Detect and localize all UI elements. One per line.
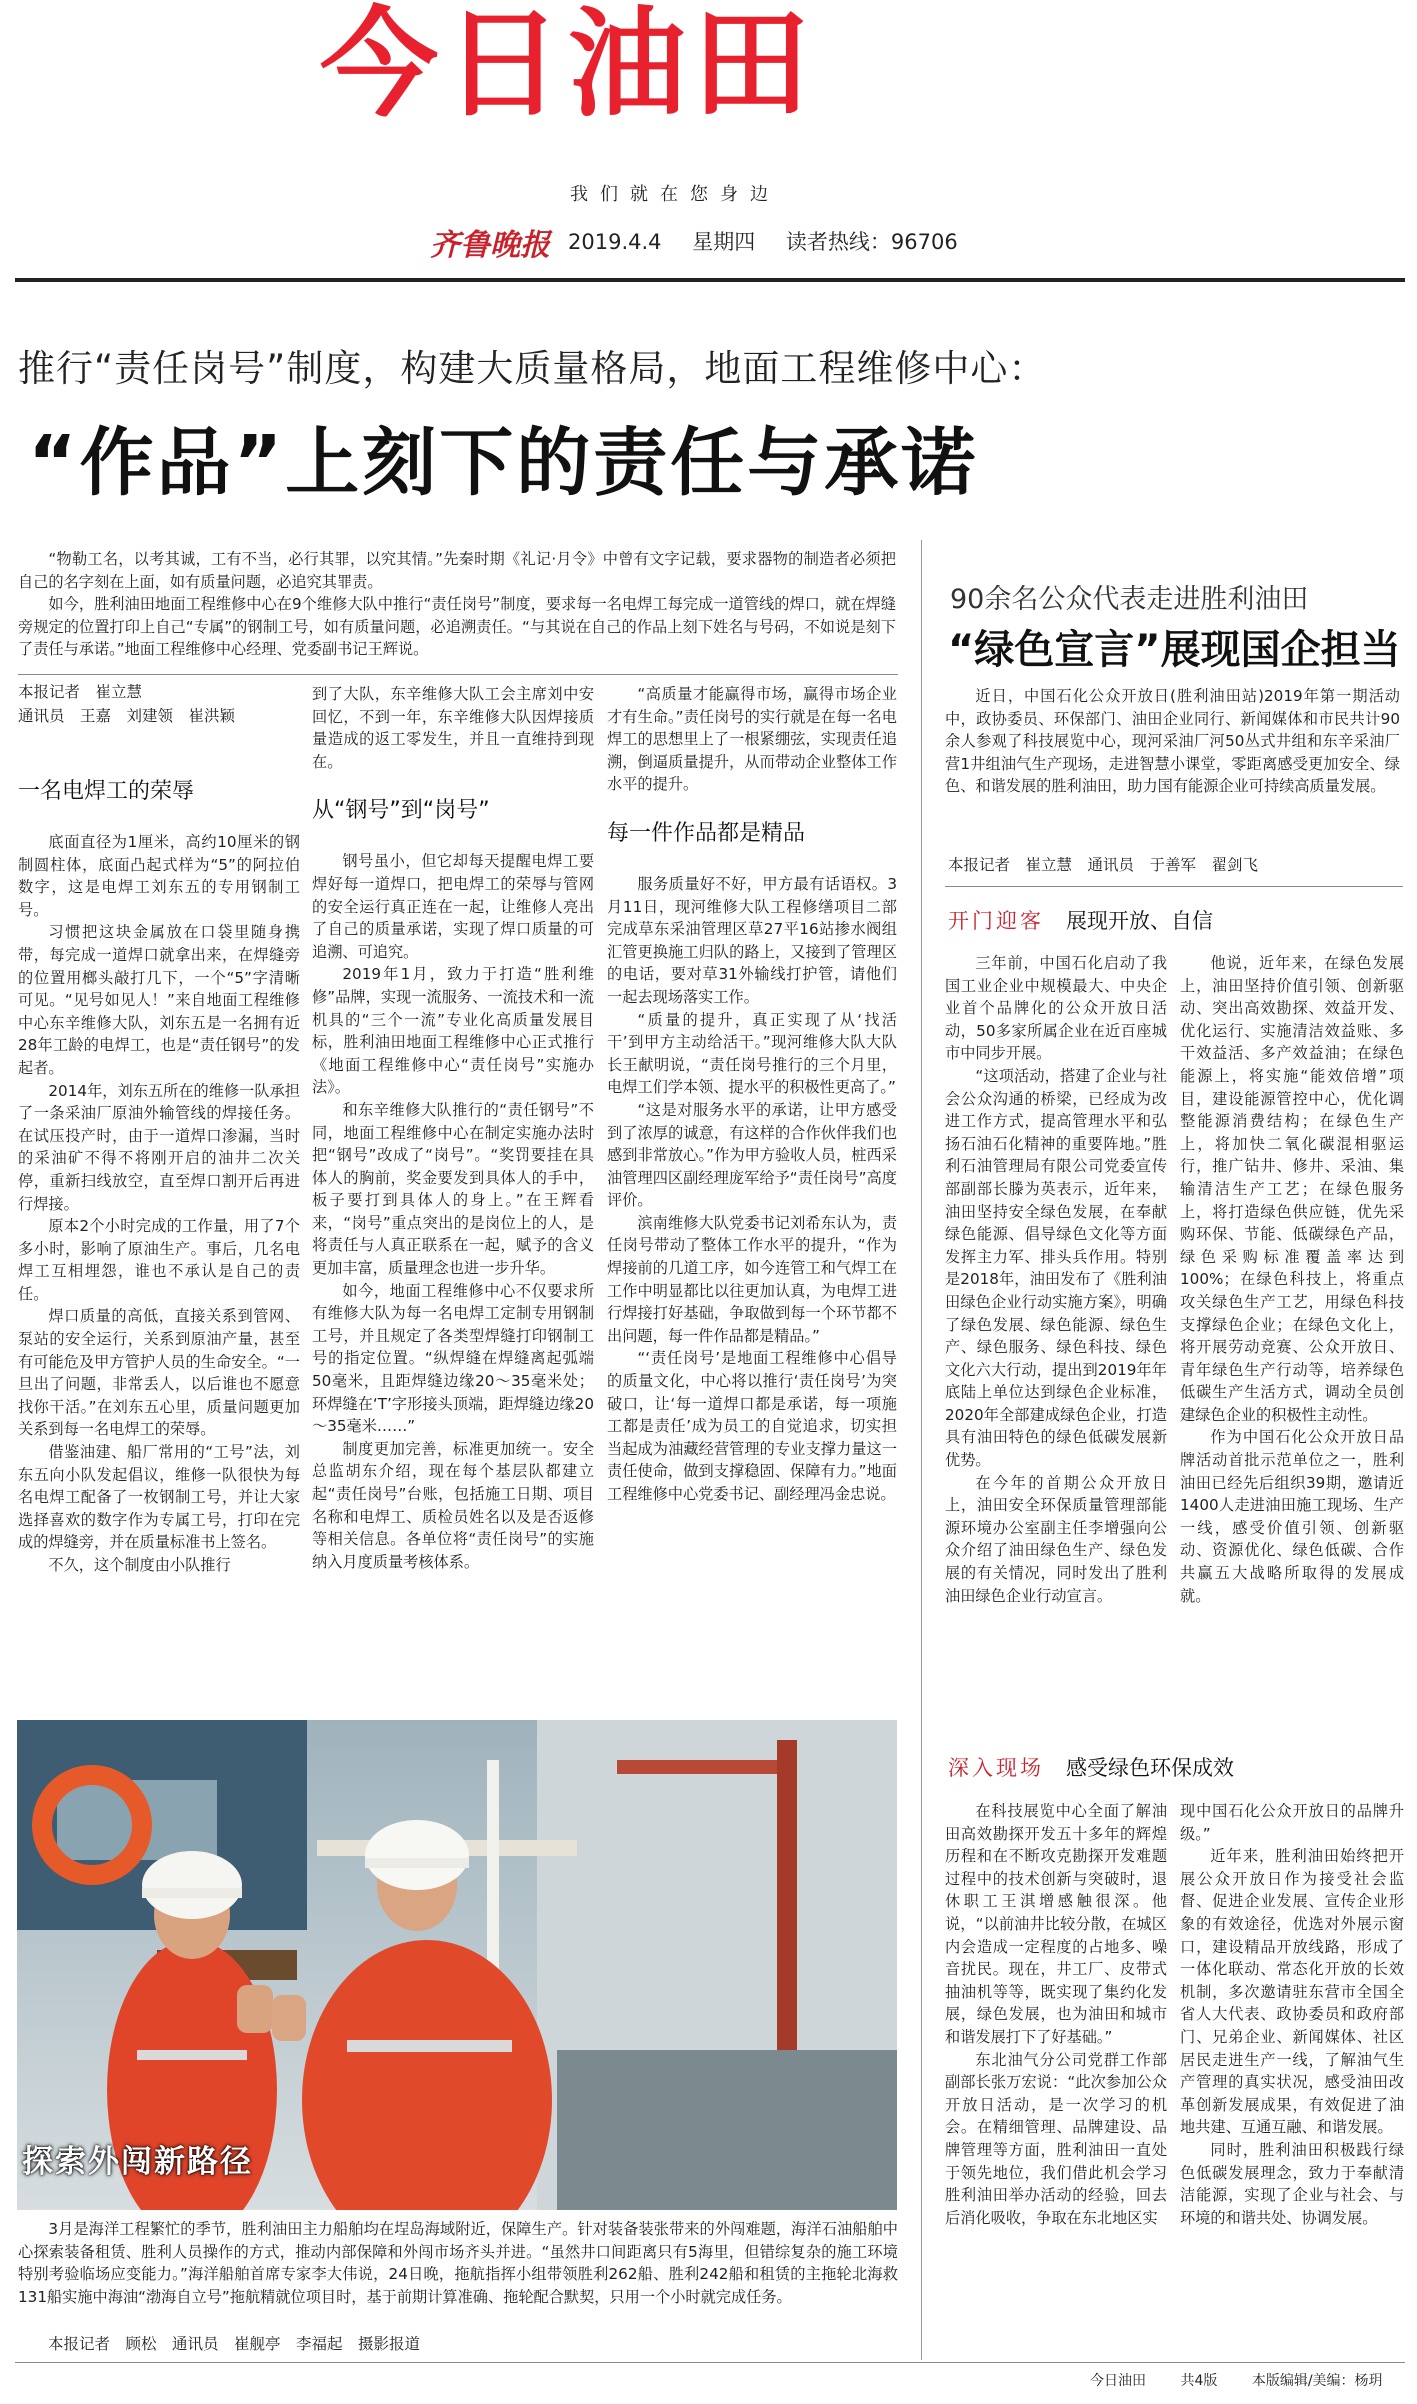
body-paragraph: “‘责任岗号’是地面工程维修中心倡导的质量文化，中心将以推行‘责任岗号’为突破口，让‘每一道焊口都是承诺，每一项施工都是责任’成为员工的自觉追求，切实担当起成为油藏经营管理的专业支撑力量这一责任使命，做到支撑稳固、保障有力。”地面工程维修中心党委书记、副经理冯金忠说。	[607, 1349, 897, 1503]
side-byline-divider	[945, 886, 1403, 887]
footer-divider	[15, 2362, 1405, 2363]
column-divider	[921, 540, 922, 2360]
page-footer	[1090, 2370, 1413, 2390]
lead-paragraph: “物勒工名，以考其诚，工有不当，必行其罪，以究其情。”先秦时期《礼记·月令》中曾有文字记载，要求器物的制造者必须把自己的名字刻在上面，如有质量问题，必追究其罪责。	[18, 550, 896, 591]
body-paragraph: “这是对服务水平的承诺，让甲方感受到了浓厚的诚意，有这样的合作伙伴我们也感到非常放心。”作为甲方验收人员，桩西采油管理四区副经理庞军给予“责任岗号”高度评价。	[607, 1100, 897, 1210]
body-paragraph: 不久，这个制度由小队推行	[48, 1556, 231, 1574]
body-paragraph: 作为中国石化公众开放日品牌活动首批示范单位之一，胜利油田已经先后组织39期，邀请近1400人走进油田施工现场、生产一线，感受价值引领、创新驱动、资源优化、绿色低碳、合作共赢五大战略所取得的发展成就。	[1180, 1428, 1404, 1605]
photo-caption-text: 3月是海洋工程繁忙的季节，胜利油田主力船舶均在埕岛海域附近，保障生产。针对装备装张带来的外闯难题，海洋石油船舶中心探索装备租赁、胜利人员操作的方式，推动内部保障和外闯市场齐头并进。“虽然井口间距离只有5海里，但错综复杂的施工环境特别考验临场应变能力。”海洋船舶首席专家李大伟说，24日晚，拖航指挥小组带领胜利262船、胜利242船和租赁的主拖轮北海救131船实施中海油“渤海自立号”拖航精就位项目时，基于前期计算准确、拖轮配合默契，只用一个小时就完成任务。	[18, 2220, 898, 2306]
subhead-steel-to-post: 从“钢号”到“岗号”	[312, 798, 490, 824]
lead-paragraph: 如今，胜利油田地面工程维修中心在9个维修大队中推行“责任岗号”制度，要求每一名电焊工每完成一道管线的焊口，就在焊缝旁规定的位置打印上自己“专属”的钢制工号，如有质量问题，必追溯责任。“与其说在自己的作品上刻下姓名与号码，不如说是刻下了责任与承诺。”地面工程维修中心经理、党委副书记王辉说。	[18, 595, 896, 659]
side-column-c	[945, 1800, 1167, 2229]
article-kicker: 推行“责任岗号”制度，构建大质量格局，地面工程维修中心：	[18, 347, 1047, 390]
body-paragraph: 东北油气分公司党群工作部副部长张万宏说：“此次参加公众开放日活动，是一次学习的机会。在精细管理、品牌建设、品牌管理等方面，胜利油田一直处于领先地位，我们借此机会学习胜利油田举办活动的经验，回去后消化吸收，争取在东北地区实	[945, 2050, 1167, 2227]
reader-hotline: 读者热线：96706	[785, 230, 958, 254]
masthead-paper-name: 齐鲁晚报	[430, 228, 550, 263]
section-tag: 深入现场	[948, 1756, 1044, 1780]
column-2-body	[312, 850, 594, 1573]
body-paragraph: 到了大队，东辛维修大队工会主席刘中安回忆，不到一年，东辛维修大队因焊接质量造成的返工零发生，并且一直维持到现在。	[312, 685, 594, 771]
body-paragraph: 他说，近年来，在绿色发展上，油田坚持价值引领、创新驱动、突出高效勘探、效益开发、优化运行、实施清洁效益账、多干效益活、多产效益油；在绿色能源上，将实施“能效倍增”项目，建设能源管控中心，优化调整能源消费结构；在绿色生产上，将加快二氧化碳混相驱运行，推广钻井、修井、采油、集输清洁生产工艺；在绿色服务上，将打造绿色供应链，优先采购环保、节能、低碳绿色产品，绿色采购标准覆盖率达到100%；在绿色科技上，将重点攻关绿色生产工艺，用绿色科技支撑绿色企业；在绿色文化上，将开展劳动竞赛、公众开放日、青年绿色生产行动等，培养绿色低碳生产生活方式，调动全员创建绿色企业的积极性主动性。	[1180, 954, 1404, 1424]
issue-weekday: 星期四	[692, 230, 756, 254]
body-paragraph: 近年来，胜利油田始终把开展公众开放日作为接受社会监督、促进企业发展、宣传企业形象的有效途径，优选对外展示窗口，建设精品开放线路，形成了一体化联动、常态化开放的长效机制，多次邀请驻东营市全国全省人大代表、政协委员和政府部门、兄弟企业、新闻媒体、社区居民走进生产一线，了解油气生产管理的真实状况，感受油田改革创新发展成果，有效促进了油地共建、互通互融、和谐发展。	[1180, 1847, 1404, 2137]
section-open-door	[948, 905, 1213, 935]
body-paragraph: 服务质量好不好，甲方最有话语权。3月11日，现河维修大队工程修缮项目二部完成草东采油管理区草27平16站掺水阀组汇管更换施工归队的路上，又接到了管理区的电话，要对草31外输线打护管，请他们一起去现场落实工作。	[607, 874, 897, 1006]
body-paragraph: 借鉴油建、船厂常用的“工号”法，刘东五向小队发起倡议，维修一队很快为每名电焊工配备了一枚钢制工号，并让大家选择喜欢的数字作为专属工号，打印在完成的焊缝旁，并在质量标准书上签名。	[18, 1443, 300, 1552]
body-paragraph: 和东辛维修大队推行的“责任钢号”不同，地面工程维修中心在制定实施办法时把“钢号”改成了“岗号”。“奖罚要挂在具体人的胸前，奖金要发到具体人的手中，板子要打到具体人的身上。”在王辉看来，“岗号”重点突出的是岗位上的人，是将责任与人真正联系在一起，赋予的含义更加丰富，质量理念也进一步升华。	[312, 1100, 594, 1278]
body-paragraph: “高质量才能赢得市场，赢得市场企业才有生命。”责任岗号的实行就是在每一名电焊工的思想里上了一根紧绷弦，实现责任追溯，倒逼质量提升，从而带动企业整体工作水平的提升。	[607, 685, 897, 794]
body-paragraph: “质量的提升，真正实现了从‘找活干’到甲方主动给活干。”现河维修大队大队长王献明说，“责任岗号推行的三个月里，电焊工们学本领、提水平的积极性更高了。”	[607, 1010, 897, 1097]
body-paragraph: 如今，地面工程维修中心不仅要求所有维修大队为每一名电焊工定制专用钢制工号，并且规定了各类型焊缝打印钢制工号的指定位置。“纵焊缝在焊缝离起弧端50毫米，且距焊缝边缘20～35毫米处；环焊缝在‘T’字形接头顶端，距焊缝边缘20～35毫米……”	[312, 1281, 594, 1436]
footer-page-count: 共4版	[1180, 2373, 1218, 2389]
body-paragraph: “这项活动，搭建了企业与社会公众沟通的桥梁，已经成为改进工作方式，提高管理水平和弘扬石油石化精神的重要阵地。”胜利石油管理局有限公司党委宣传部副部长滕为英表示，近年来，油田坚持安全绿色发展，在奉献绿色能源、倡导绿色文化等方面发挥主力军、排头兵作用。特别是2018年，油田发布了《胜利油田绿色企业行动实施方案》，明确了绿色发展、绿色能源、绿色生产、绿色服务、绿色科技、绿色文化六大行动，提出到2019年年底陆上单位达到绿色企业标准，2020年全部建成绿色企业，打造具有油田特色的绿色低碳发展新优势。	[945, 1066, 1167, 1470]
column-2-top	[312, 683, 594, 773]
side-column-a	[945, 952, 1167, 1607]
side-article-headline: “绿色宣言”展现国企担当	[948, 627, 1401, 673]
masthead-title: 今日油田	[320, 0, 817, 133]
body-paragraph: 焊口质量的高低，直接关系到管网、泵站的安全运行，关系到原油产量，甚至有可能危及甲方管护人员的生命安全。“一旦出了问题，非常丢人，以后谁也不愿意找你干活。”在刘东五心里，质量问题更加关系到每一名电焊工的荣辱。	[18, 1307, 300, 1439]
section-title: 展现开放、自信	[1066, 909, 1213, 933]
section-on-site	[948, 1752, 1234, 1782]
masthead-info	[568, 226, 976, 256]
subhead-welder-honor: 一名电焊工的荣辱	[18, 779, 195, 804]
body-paragraph: 在今年的首期公众开放日上，油田安全环保质量管理部能源环境办公室副主任李增强向公众介绍了油田绿色生产、绿色发展的有关情况，同时发出了胜利油田绿色企业行动宣言。	[945, 1473, 1167, 1605]
article-lead	[18, 548, 896, 661]
photo-caption-title: 探索外闯新路径	[22, 2144, 253, 2180]
body-paragraph: 滨南维修大队党委书记刘希东认为，责任岗号带动了整体工作水平的提升，“作为焊接前的几道工序，如今连管工和气焊工在工作中明显都比以往更加认真，为电焊工进行焊接打好基础，争取做到每一个环节都不出问题，每一件作品都是精品。”	[607, 1213, 897, 1345]
body-paragraph: 2019年1月，致力于打造“胜利维修”品牌，实现一流服务、一流技术和一流机具的“三个一流”专业化高质量发展目标，胜利油田地面工程维修中心正式推行《地面工程维修中心“责任岗号”实施办法》。	[312, 965, 594, 1097]
footer-editor: 本版编辑/美编：杨玥	[1251, 2373, 1383, 2389]
column-3-top	[607, 683, 897, 796]
column-3-body	[607, 873, 897, 1506]
column-1-body	[18, 831, 300, 1577]
body-paragraph: 原本2个小时完成的工作量，用了7个多小时，影响了原油生产。事后，几名电焊工互相埋怨，谁也不承认是自己的责任。	[18, 1217, 300, 1303]
issue-date: 2019.4.4	[568, 230, 662, 254]
side-column-b	[1180, 952, 1404, 1607]
body-paragraph: 钢号虽小，但它却每天提醒电焊工要焊好每一道焊口，把电焊工的荣辱与管网的安全运行真正连在一起，让维修人亮出了自己的质量承诺，实现了焊口质量的可追溯、可追究。	[312, 852, 594, 961]
side-column-d	[1180, 1800, 1404, 2229]
photo-byline: 本报记者 顾松 通讯员 崔舰亭 李福起 摄影报道	[48, 2335, 421, 2353]
side-article-kicker: 90余名公众代表走进胜利油田	[950, 584, 1309, 615]
masthead-divider	[15, 278, 1405, 282]
column-3	[607, 683, 897, 1506]
body-paragraph: 在科技展览中心全面了解油田高效勘探开发五十多年的辉煌历程和在不断攻克勘探开发难题过程中的技术创新与突破时，退休职工王淇增感触很深。他说，“以前油井比较分散，在城区内会造成一定程度的占地多、噪音扰民。现在，井工厂、皮带式抽油机等等，既实现了集约化发展，绿色发展，也为油田和城市和谐发展打下了好基础。”	[945, 1802, 1167, 2046]
side-article-lead: 近日，中国石化公众开放日(胜利油田站)2019年第一期活动中，政协委员、环保部门、油田企业同行、新闻媒体和市民共计90余人参观了科技展览中心，现河采油厂河50丛式井组和东辛采油厂营1井组油气生产现场，走进智慧小课堂，零距离感受更加安全、绿色、和谐发展的胜利油田，助力国有能源企业可持续高质量发展。	[945, 687, 1400, 796]
side-article-byline: 本报记者 崔立慧 通讯员 于善军 翟剑飞	[948, 856, 1259, 874]
masthead-slogan: 我们就在您身边	[570, 184, 780, 205]
byline-reporter: 本报记者 崔立慧	[18, 683, 143, 701]
column-2	[312, 683, 594, 1573]
byline-correspondents: 通讯员 王嘉 刘建领 崔洪颖	[18, 707, 236, 725]
subhead-every-work: 每一件作品都是精品	[607, 820, 806, 846]
section-tag: 开门迎客	[948, 909, 1044, 933]
footer-section-name: 今日油田	[1090, 2373, 1146, 2389]
lead-divider	[18, 674, 898, 675]
photo-caption	[18, 2218, 898, 2308]
body-paragraph: 2014年，刘东五所在的维修一队承担了一条采油厂原油外输管线的焊接任务。在试压投产时，由于一道焊口渗漏，当时的采油矿不得不将刚开启的油井二次关停，重新扫线放空，直至焊口割开后再进行焊接。	[18, 1081, 300, 1213]
article-headline: “作品”上刻下的责任与承诺	[28, 420, 979, 506]
section-title: 感受绿色环保成效	[1066, 1756, 1234, 1780]
body-paragraph: 制度更加完善，标准更加统一。安全总监胡东介绍，现在每个基层队都建立起“责任岗号”台账，包括施工日期、项目名称和电焊工、质检员姓名以及是否返修等相关信息。各单位将“责任岗号”的实施纳入月度质量考核体系。	[312, 1439, 594, 1571]
body-paragraph: 习惯把这块金属放在口袋里随身携带，每完成一道焊口就拿出来，在焊缝旁的位置用榔头敲打几下，一个“5”字清晰可见。“见号如见人！”来自地面工程维修中心东辛维修大队，刘东五是一名拥有近28年工龄的电焊工，也是“责任钢号”的发起者。	[18, 923, 300, 1077]
body-paragraph: 同时，胜利油田积极践行绿色低碳发展理念，致力于奉献清洁能源，实现了企业与社会、与环境的和谐共处、协调发展。	[1180, 2140, 1404, 2227]
column-1	[18, 680, 300, 1577]
body-paragraph: 现中国石化公众开放日的品牌升级。”	[1180, 1802, 1404, 1843]
body-paragraph: 底面直径为1厘米，高约10厘米的钢制圆柱体，底面凸起式样为“5”的阿拉伯数字，这是电焊工刘东五的专用钢制工号。	[18, 833, 300, 919]
body-paragraph: 三年前，中国石化启动了我国工业企业中规模最大、中央企业首个品牌化的公众开放日活动，50多家所属企业在近百座城市中同步开展。	[945, 954, 1167, 1063]
